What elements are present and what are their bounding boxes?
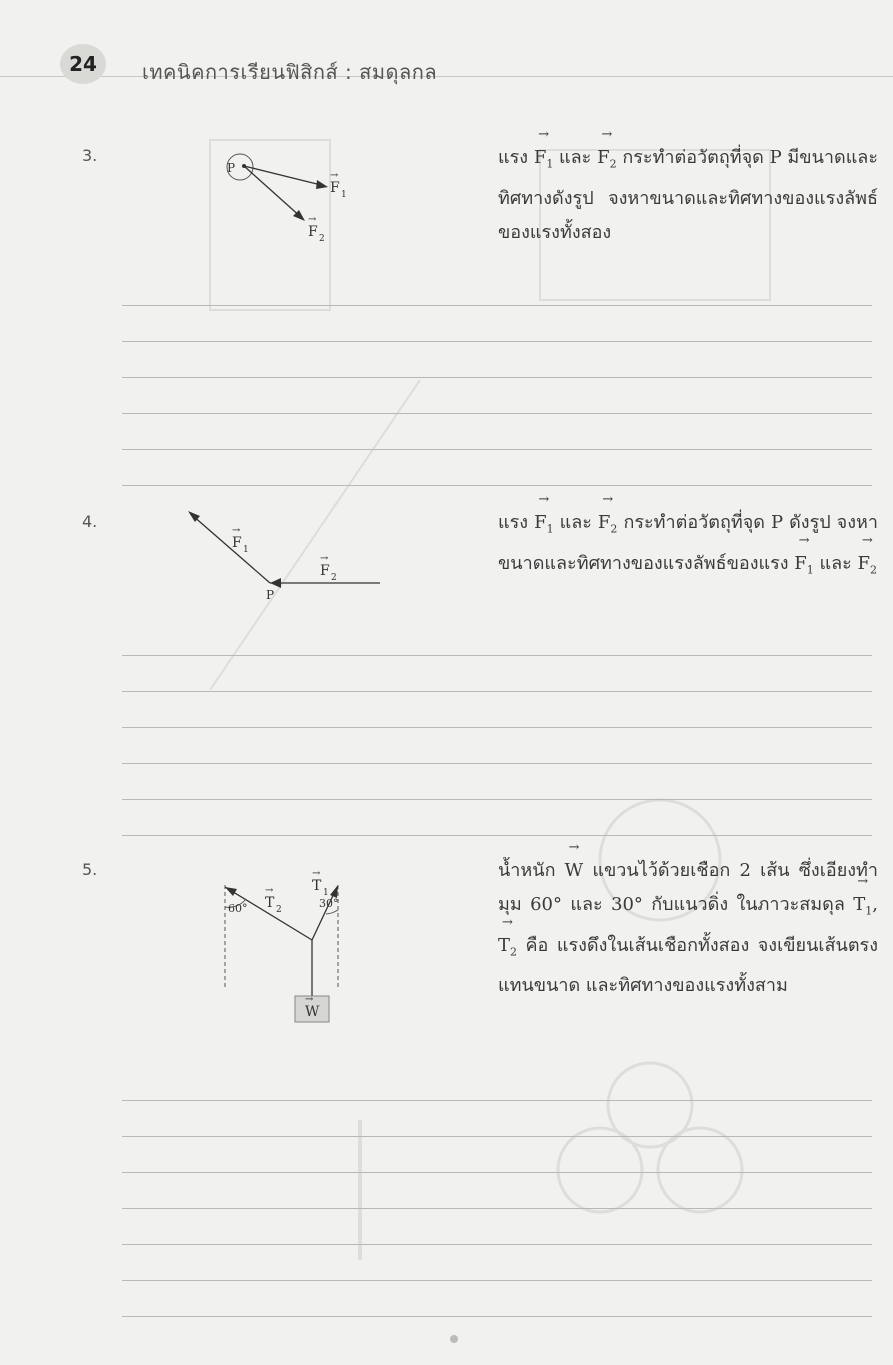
page-dot-decoration [450,1335,458,1343]
figure-forces-f1-f2 [180,505,390,605]
point-p-label: P [266,588,275,602]
vector-f1: → $F_1$ [534,141,554,182]
answer-line [122,377,872,378]
answer-line [122,1100,872,1101]
f2-sub: 2 [319,234,325,244]
vector-f1: → $F_1$ [794,547,814,588]
question-4-text: แรง → $F_1$ และ → $F_2$ กระทำต่อวัตถุที่จุด P ดังรูป จงหาขนาดและทิศทางของแรงลัพธ์ของแรง → $F_1$ และ → $F_2$ [498,506,878,587]
angle-60-label: 60° [228,902,248,915]
answer-line [122,305,872,306]
f1-sub: 1 [341,190,347,200]
w-label: W [305,1004,320,1020]
answer-line [122,1316,872,1317]
page-number: 24 [60,44,106,84]
page-title: เทคนิคการเรียนฟิสิกส์ : สมดุลกล [142,60,438,84]
t1-label: T [312,878,322,894]
bleed-through-decoration [120,130,880,1260]
angle-30-label: 30° [319,897,339,910]
vector-f2: → $F_2$ [597,141,617,182]
answer-line [122,691,872,692]
answer-line [122,341,872,342]
vector-f2: → $F_2$ [858,547,878,588]
answer-line [122,655,872,656]
svg-text:→: → [330,170,339,181]
t1-sub: 1 [323,888,329,898]
f2-label: F [320,563,330,579]
svg-text:→: → [232,525,241,536]
vector-t2: → $T_2$ [498,929,517,970]
f2-label: F [308,224,318,240]
answer-line [122,1244,872,1245]
header-divider [0,76,893,77]
answer-line [122,835,872,836]
answer-line [122,1136,872,1137]
answer-line [122,1280,872,1281]
vector-t1: → $T_1$ [853,888,872,929]
f2-sub: 2 [331,573,337,583]
figure-forces-f1-f2 [220,150,360,250]
svg-text:→: → [308,214,317,225]
svg-text:→: → [265,885,274,896]
question-number: 4. [82,512,98,531]
f1-sub: 1 [243,545,249,555]
vector-w: → W [565,854,584,888]
vector-f2: → $F_2$ [598,506,618,547]
answer-line [122,1172,872,1173]
answer-line [122,485,872,486]
question-number: 5. [82,860,98,879]
answer-line [122,763,872,764]
svg-text:→: → [305,994,314,1005]
svg-text:→: → [312,868,321,879]
question-number: 3. [82,146,98,165]
vector-f1: → $F_1$ [534,506,554,547]
question-3-text: แรง → $F_1$ และ → $F_2$ กระทำต่อวัตถุที่จุด P มีขนาดและทิศทางดังรูป จงหาขนาดและทิศทางของแรงลัพธ์ของแรงทั้งสอง [498,141,878,250]
f1-label: F [330,180,340,196]
t2-label: T [265,895,275,911]
f1-label: F [232,535,242,551]
answer-line [122,449,872,450]
answer-line [122,1208,872,1209]
answer-line [122,413,872,414]
answer-line [122,727,872,728]
question-5-text: น้ำหนัก → W แขวนไว้ด้วยเชือก 2 เส้น ซึ่งเอียงทำมุม 60° และ 30° กับแนวดิ่ง ในภาวะสมดุล → $T_1$, → $T_2$ คือ แรงดึงในเส้นเชือกทั้งสอง จงเขียนเส้นตรงแทนขนาด และทิศทางของแรงทั้งสาม [498,854,878,1003]
figure-hanging-weight [220,868,350,1020]
t2-sub: 2 [276,905,282,915]
point-p-label: P [227,161,236,175]
answer-line [122,799,872,800]
svg-text:→: → [320,553,329,564]
